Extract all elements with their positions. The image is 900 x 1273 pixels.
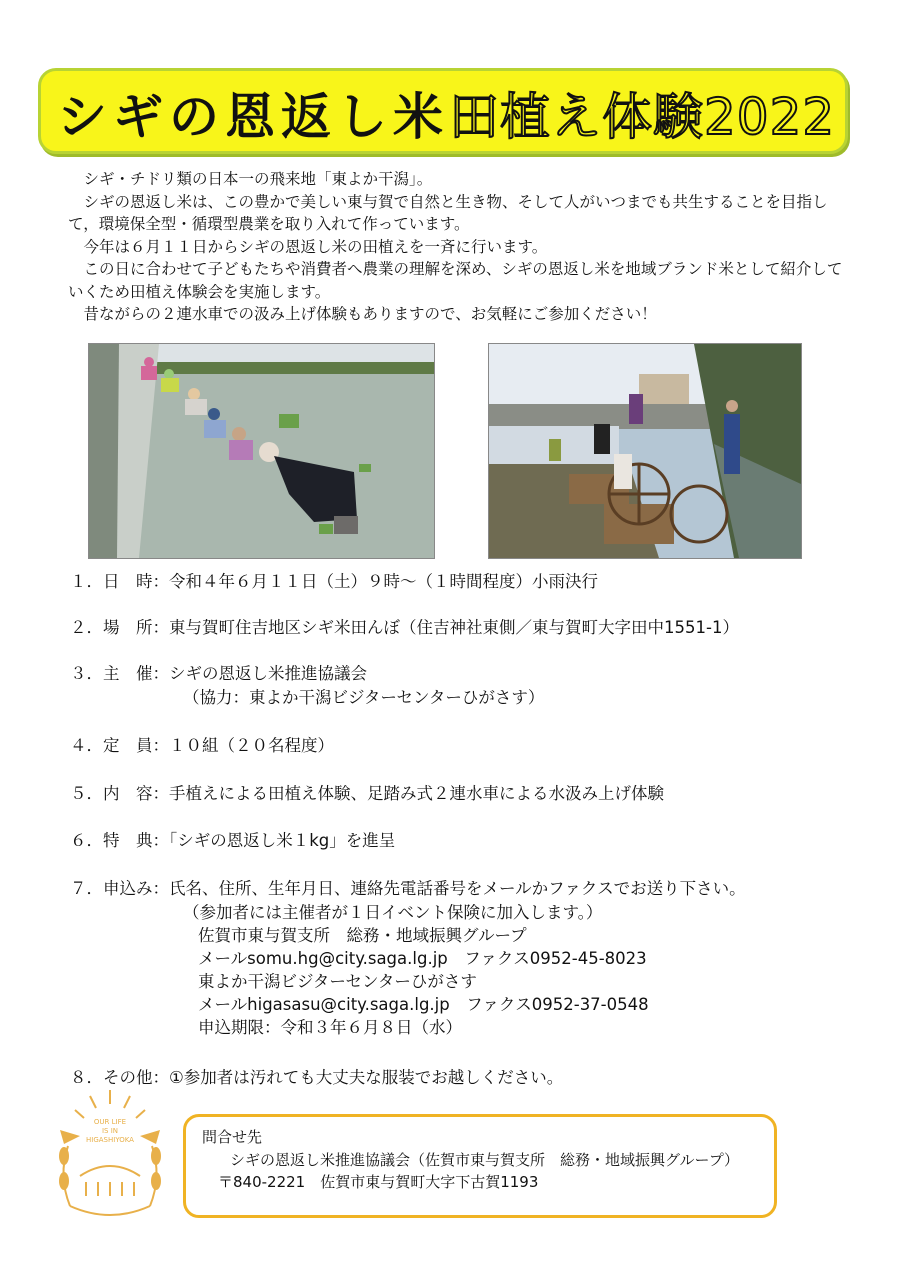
contact-heading: 問合せ先 xyxy=(202,1128,263,1146)
intro-paragraph: この日に合わせて子どもたちや消費者へ農業の理解を深め、シギの恩返し米を地域ブランド米として紹介していくため田植え体験会を実施します。 xyxy=(68,260,843,301)
intro-paragraph: 昔ながらの２連水車での汲み上げ体験もありますので、お気軽にご参加ください！ xyxy=(68,305,657,323)
application-org1: 佐賀市東与賀支所 総務・地域振興グループ xyxy=(198,926,527,945)
logo-line3: HIGASHIYOKA xyxy=(86,1136,134,1144)
contact-box xyxy=(183,1114,777,1218)
item-organizer-cooperation: （協力：東よか干潟ビジターセンターひがさす） xyxy=(183,688,545,707)
item-bonus: ６．特 典：「シギの恩返し米１kg」を進呈 xyxy=(70,831,396,850)
higashiyoka-logo xyxy=(50,1086,170,1224)
title-sub: 田植え体験2022 xyxy=(449,88,836,146)
logo-line1: OUR LIFE xyxy=(93,1118,127,1126)
application-org1-contact: メールsomu.hg@city.saga.lg.jp ファクス0952-45-8023 xyxy=(198,949,647,968)
intro-paragraph: シギ・チドリ類の日本一の飛来地「東よか干潟」。 xyxy=(68,170,433,188)
photo-rice-planting xyxy=(88,343,435,559)
contact-org: シギの恩返し米推進協議会（佐賀市東与賀支所 総務・地域振興グループ） xyxy=(230,1151,739,1169)
logo-line2: IS IN xyxy=(101,1127,119,1135)
intro-paragraph: シギの恩返し米は、この豊かで美しい東与賀で自然と生き物、そして人がいつまでも共生することを目指して，環境保全型・循環型農業を取り入れて作っています。 xyxy=(68,192,828,233)
title-main: シギの恩返し米 xyxy=(57,88,449,146)
item-content: ５．内 容：手植えによる田植え体験、足踏み式２連水車による水汲み上げ体験 xyxy=(70,784,664,803)
application-org2-contact: メールhigasasu@city.saga.lg.jp ファクス0952-37-0548 xyxy=(198,995,649,1014)
item-application: ７．申込み：氏名、住所、生年月日、連絡先電話番号をメールかファクスでお送り下さい。 xyxy=(70,879,746,898)
photo-water-wheel xyxy=(488,343,802,559)
title-banner xyxy=(38,68,848,154)
item-other: ８．その他：①参加者は汚れても大丈夫な服装でお越しください。 xyxy=(70,1068,564,1087)
application-note: （参加者には主催者が１日イベント保険に加入します。） xyxy=(183,903,603,922)
item-capacity: ４．定 員：１０組（２０名程度） xyxy=(70,736,334,755)
contact-address: 〒840-2221 佐賀市東与賀町大字下古賀1193 xyxy=(218,1173,539,1191)
intro-text xyxy=(68,168,848,326)
application-deadline: 申込期限：令和３年６月８日（水） xyxy=(198,1018,462,1037)
item-organizer: ３．主 催：シギの恩返し米推進協議会 xyxy=(70,664,367,683)
application-org2: 東よか干潟ビジターセンターひがさす xyxy=(198,972,477,991)
item-place: ２．場 所：東与賀町住吉地区シギ米田んぼ（住吉神社東側／東与賀町大字田中1551-1） xyxy=(70,618,739,637)
intro-paragraph: 今年は６月１１日からシギの恩返し米の田植えを一斉に行います。 xyxy=(68,237,548,256)
item-date: １．日 時：令和４年６月１１日（土）９時～（１時間程度）小雨決行 xyxy=(70,572,598,591)
